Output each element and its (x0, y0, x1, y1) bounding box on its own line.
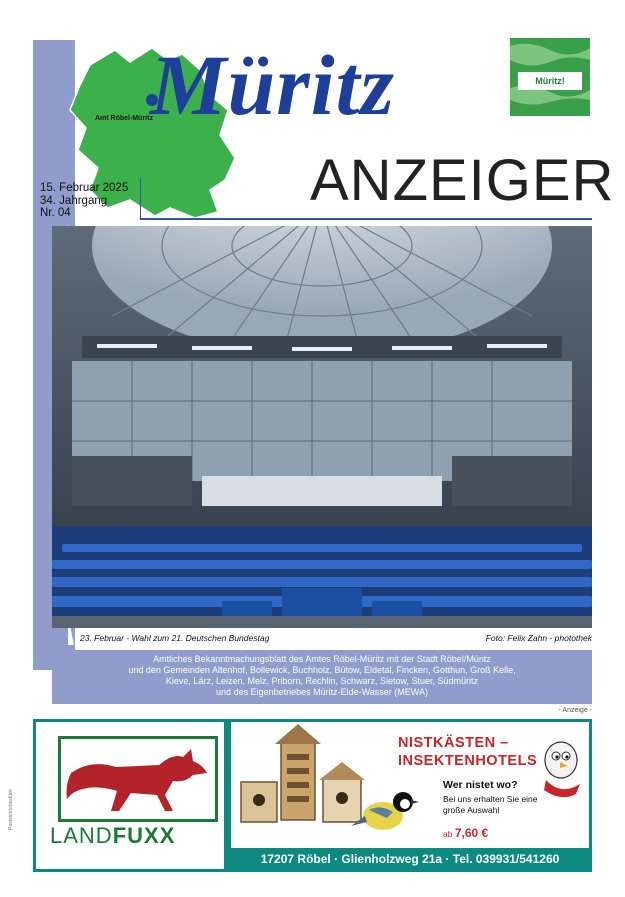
ad-headline-1: NISTKÄSTEN – (398, 735, 509, 751)
ad-price (443, 826, 488, 840)
notice-line: Kieve, Lärz, Leizen, Melz, Priborn, Rechlin, Schwarz, Sietow, Stuer, Südmüritz (165, 676, 479, 686)
ad-address: 17207 Röbel · Glienholzweg 21a · Tel. 039931/541260 (260, 852, 560, 866)
photo-credit: Foto: Felix Zahn - photothek (485, 633, 592, 643)
great-tit-bird-icon (351, 782, 421, 842)
masthead-subtitle: ANZEIGER (310, 148, 615, 213)
issue-number: Nr. 04 (40, 207, 71, 219)
photo-caption: 23. Februar - Wahl zum 21. Deutschen Bundestag (80, 633, 270, 643)
plenary-hall-illustration (52, 226, 592, 628)
cover-photo (52, 226, 592, 628)
masthead-title: Müritz (150, 37, 396, 133)
notice-line: Amtliches Bekanntmachungsblatt des Amtes Röbel-Müritz mit der Stadt Röbel/Müritz (153, 654, 491, 664)
fox-logo-frame (58, 736, 218, 822)
notice-line: und des Eigenbetriebes Müritz-Elde-Wasser (MEWA) (216, 687, 428, 697)
amt-label: Amt Röbel-Müritz (95, 115, 153, 122)
ad-label: - Anzeige - (558, 707, 592, 714)
ad-question: Wer nistet wo? (443, 779, 518, 791)
ad-body: Bei uns erhalten Sie eine große Auswahl (443, 794, 538, 815)
logo-text: Müritz! (518, 72, 582, 90)
issue-date: 15. Februar 2025 (40, 182, 129, 194)
notice-line: und den Gemeinden Altenhof, Bollewick, Buchholz, Bütow, Eldetal, Fincken, Gotthun, Groß Kelle, (128, 665, 516, 675)
landfuxx-brand (50, 823, 175, 849)
issue-divider (140, 178, 141, 220)
price-value: 7,60 € (454, 826, 489, 840)
official-notice (52, 650, 592, 704)
ad-headline-2: INSEKTENHOTELS (398, 753, 538, 769)
masthead-rule (140, 218, 592, 220)
issue-volume: 34. Jahrgang (40, 194, 108, 207)
side-text: Postvertriebsstück (8, 789, 14, 830)
brand-bold: FUXX (112, 823, 176, 848)
brand-light: LAND (50, 823, 113, 848)
price-prefix: ab (443, 829, 453, 839)
fox-icon (61, 739, 215, 819)
issue-info (40, 182, 128, 220)
cartoon-bird-icon (536, 730, 586, 800)
